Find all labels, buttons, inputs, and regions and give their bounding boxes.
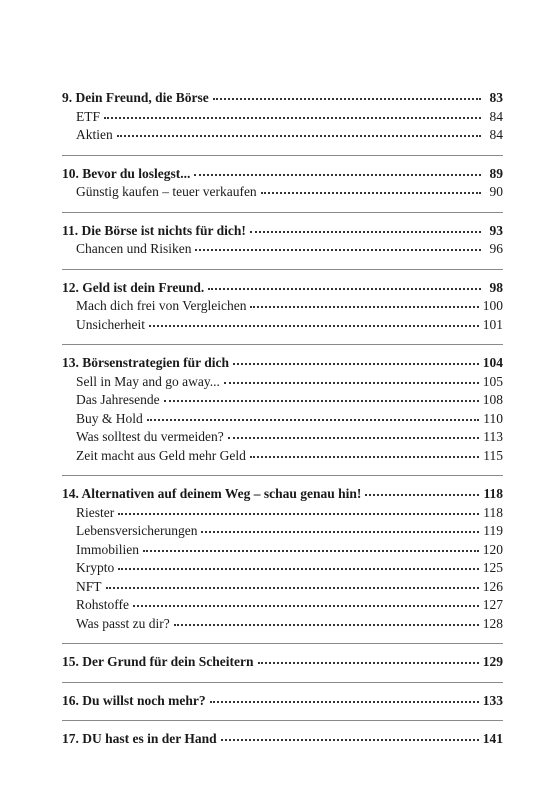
dot-leader: [104, 116, 481, 119]
dot-leader: [147, 418, 479, 421]
dot-leader: [117, 134, 481, 137]
entry-title: Buy & Hold: [76, 410, 143, 426]
entry-title: Krypto: [76, 560, 115, 575]
dot-leader: [228, 436, 480, 439]
dot-leader: [213, 97, 481, 100]
entry-title: Das Jahresende: [76, 392, 160, 407]
toc-entry-row: [62, 447, 503, 466]
toc-entry-row: [62, 428, 503, 447]
chapter-title: 15. Der Grund für dein Scheitern: [62, 654, 254, 669]
toc-entry-row: [62, 410, 503, 429]
page-number: 129: [482, 654, 503, 669]
dot-leader: [258, 661, 479, 664]
chapter-title: 9. Dein Freund, die Börse: [62, 90, 209, 105]
page-number: 113: [483, 429, 503, 444]
dot-leader: [224, 381, 479, 384]
page-number: 108: [482, 392, 503, 407]
page-number: 128: [482, 615, 503, 631]
page-number: 119: [483, 523, 503, 538]
toc-entry-row: [62, 504, 503, 523]
toc-chapter-row: [62, 692, 503, 711]
page-number: 104: [482, 355, 503, 370]
entry-title: Riester: [76, 504, 115, 520]
toc-entry-row: [62, 559, 503, 578]
dot-leader: [133, 604, 479, 607]
dot-leader: [221, 738, 479, 741]
toc-section: [62, 344, 503, 475]
toc-entry-row: [62, 373, 503, 392]
chapter-title: 14. Alternativen auf deinem Weg – schau genau hin!: [62, 486, 362, 501]
entry-title: Immobilien: [76, 541, 139, 557]
entry-title: Zeit macht aus Geld mehr Geld: [76, 447, 246, 463]
toc-chapter-row: [62, 354, 503, 373]
page-number: 84: [489, 127, 503, 142]
toc-chapter-row: [62, 730, 503, 749]
dot-leader: [365, 493, 479, 496]
page-number: 115: [483, 447, 503, 463]
toc-entry-row: [62, 541, 503, 560]
page-number: 84: [489, 108, 503, 124]
toc-section: [62, 155, 503, 212]
entry-title: ETF: [76, 108, 101, 124]
toc-entry-row: [62, 183, 503, 202]
entry-title: Mach dich frei von Vergleichen: [76, 298, 247, 313]
toc-section: [62, 720, 503, 759]
dot-leader: [210, 700, 479, 703]
page-number: 126: [482, 578, 503, 594]
page-number: 98: [489, 279, 503, 295]
chapter-title: 17. DU hast es in der Hand: [62, 731, 217, 746]
toc-section: [62, 89, 503, 155]
dot-leader: [195, 248, 481, 251]
page-number: 133: [482, 692, 503, 708]
page-number: 127: [482, 597, 503, 612]
dot-leader: [250, 455, 479, 458]
toc-entry-row: [62, 316, 503, 335]
entry-title: Rohstoffe: [76, 597, 129, 612]
dot-leader: [149, 324, 479, 327]
toc-chapter-row: [62, 165, 503, 184]
dot-leader: [174, 623, 479, 626]
toc-entry-row: [62, 126, 503, 145]
toc-section: [62, 212, 503, 269]
dot-leader: [106, 586, 479, 589]
toc-section: [62, 643, 503, 682]
toc-entry-row: [62, 596, 503, 615]
dot-leader: [250, 305, 478, 308]
page-number: 125: [482, 560, 503, 575]
toc-section: [62, 269, 503, 345]
dot-leader: [164, 399, 479, 402]
entry-title: Sell in May and go away...: [76, 373, 220, 389]
page-number: 105: [482, 373, 503, 389]
chapter-title: 10. Bevor du loslegst...: [62, 165, 191, 181]
toc-section: [62, 475, 503, 643]
toc-chapter-row: [62, 89, 503, 108]
toc-chapter-row: [62, 653, 503, 672]
toc-chapter-row: [62, 279, 503, 298]
page-number: 110: [483, 410, 503, 426]
entry-title: Was passt zu dir?: [76, 615, 170, 631]
page-number: 120: [482, 541, 503, 557]
entry-title: Chancen und Risiken: [76, 241, 192, 256]
entry-title: Günstig kaufen – teuer verkaufen: [76, 184, 257, 199]
page-number: 118: [483, 486, 503, 501]
page-number: 96: [489, 241, 503, 256]
chapter-title: 16. Du willst noch mehr?: [62, 692, 206, 708]
toc-entry-row: [62, 391, 503, 410]
toc-entry-row: [62, 522, 503, 541]
toc-entry-row: [62, 578, 503, 597]
dot-leader: [118, 512, 479, 515]
dot-leader: [233, 362, 479, 365]
page-number: 100: [482, 298, 503, 313]
page-number: 93: [489, 222, 503, 238]
entry-title: Was solltest du vermeiden?: [76, 429, 224, 444]
toc-entry-row: [62, 615, 503, 634]
page-number: 118: [483, 504, 503, 520]
entry-title: Lebensversicherungen: [76, 523, 198, 538]
dot-leader: [143, 549, 479, 552]
dot-leader: [194, 173, 481, 176]
toc-entry-row: [62, 108, 503, 127]
dot-leader: [118, 567, 479, 570]
dot-leader: [208, 287, 481, 290]
toc-entry-row: [62, 240, 503, 259]
dot-leader: [261, 191, 481, 194]
page-number: 83: [489, 90, 503, 105]
page-number: 89: [489, 165, 503, 181]
dot-leader: [250, 230, 481, 233]
toc-section: [62, 682, 503, 721]
table-of-contents: [62, 89, 503, 759]
page-number: 101: [482, 316, 503, 332]
chapter-title: 13. Börsenstrategien für dich: [62, 355, 229, 370]
page-number: 90: [489, 184, 503, 199]
chapter-title: 12. Geld ist dein Freund.: [62, 279, 205, 295]
entry-title: Unsicherheit: [76, 316, 145, 332]
dot-leader: [201, 530, 479, 533]
entry-title: Aktien: [76, 127, 113, 142]
toc-chapter-row: [62, 485, 503, 504]
toc-entry-row: [62, 297, 503, 316]
entry-title: NFT: [76, 578, 102, 594]
chapter-title: 11. Die Börse ist nichts für dich!: [62, 222, 246, 238]
toc-chapter-row: [62, 222, 503, 241]
page-number: 141: [482, 731, 503, 746]
